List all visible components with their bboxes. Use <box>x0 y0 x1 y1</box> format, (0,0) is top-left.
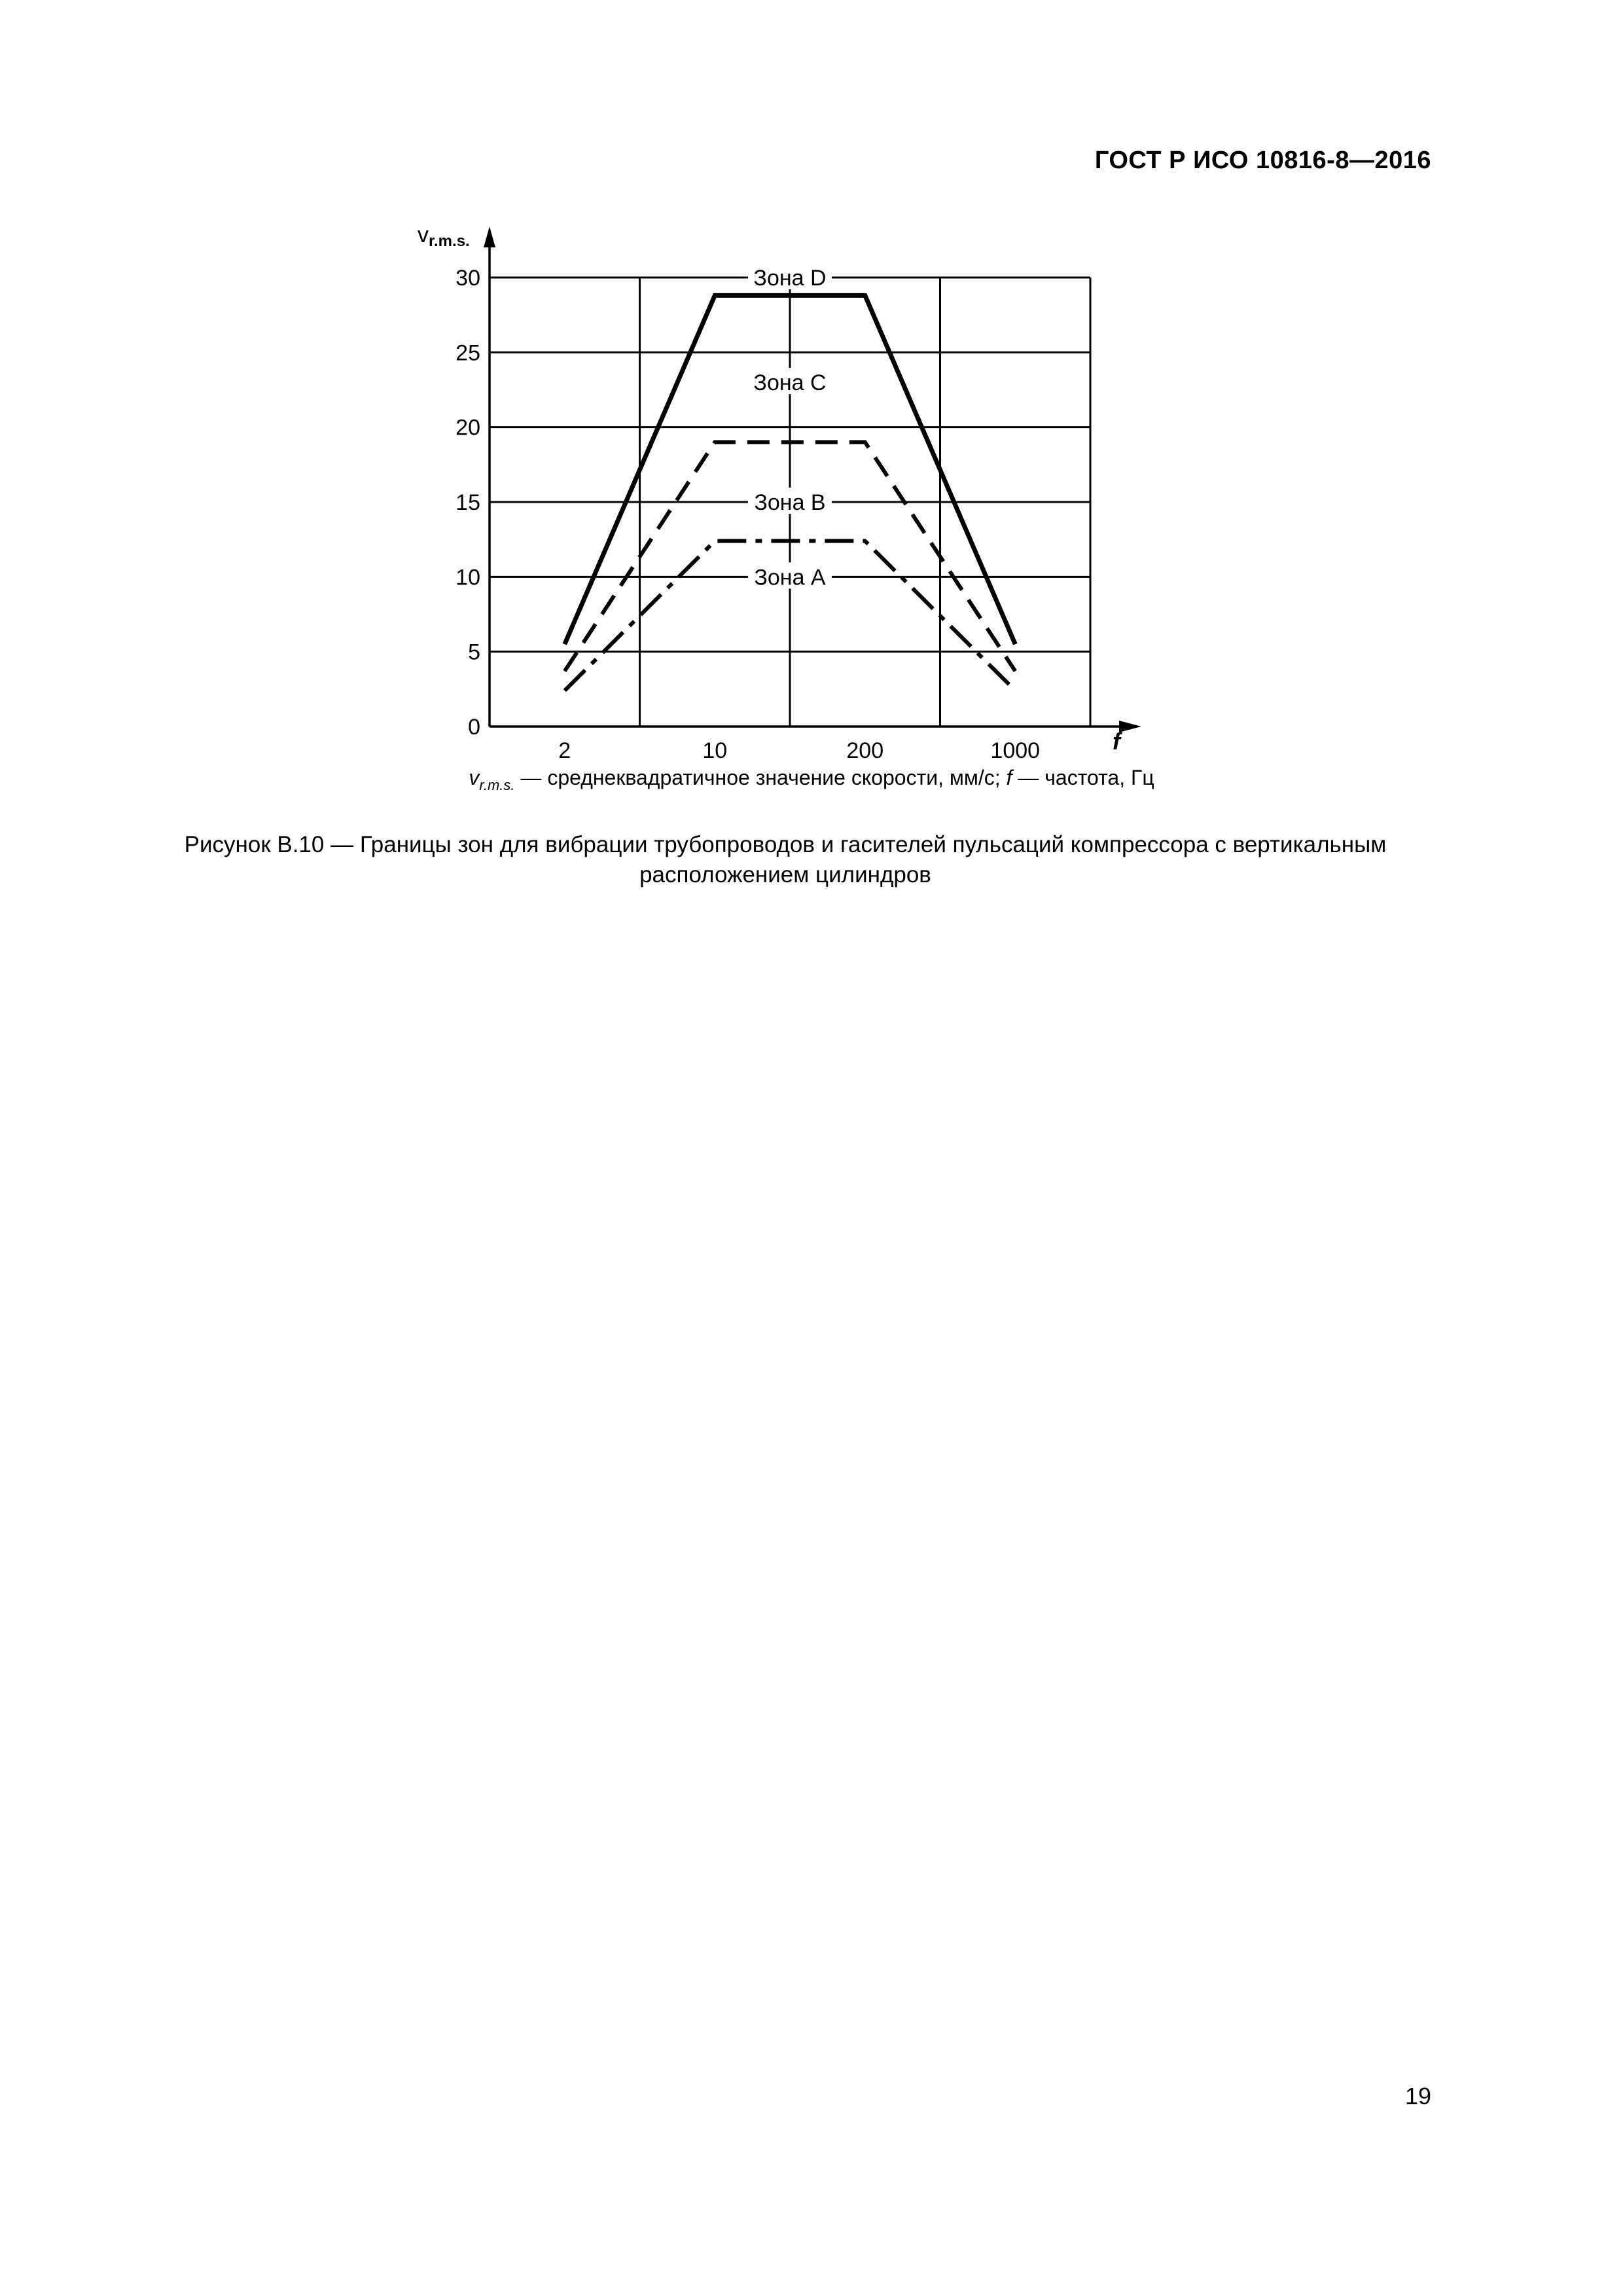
y-tick-label-20: 20 <box>455 415 480 440</box>
x-tick-label-2: 2 <box>558 738 571 763</box>
figure-caption <box>105 830 1466 890</box>
x-tick-label-1000: 1000 <box>990 738 1041 763</box>
y-tick-label-10: 10 <box>455 565 480 590</box>
zone-boundaries-chart <box>393 216 1178 795</box>
chart-axes <box>484 226 1141 732</box>
legend-var: v <box>469 766 480 789</box>
zone-label-2: Зона C <box>753 370 827 396</box>
x-tick-label-200: 200 <box>846 738 884 763</box>
y-tick-label-30: 30 <box>455 266 480 291</box>
y-tick-label-25: 25 <box>455 340 480 366</box>
x-tick-label-10: 10 <box>702 738 728 763</box>
caption-line-2: расположением цилиндров <box>639 862 931 888</box>
chart-svg <box>393 216 1178 792</box>
y-tick-label-5: 5 <box>468 639 480 665</box>
zone-label-3: Зона B <box>754 490 826 515</box>
y-axis-arrow <box>484 226 495 247</box>
caption-line-1: Рисунок В.10 — Границы зон для вибрации трубопроводов и гасителей пульсаций компрессора с вертикальным <box>184 832 1387 857</box>
legend-part2: — частота, Гц <box>1012 766 1154 789</box>
chart-labels <box>455 263 1040 763</box>
y-axis-label: vr.m.s. <box>418 223 470 250</box>
y-tick-label-0: 0 <box>468 715 480 740</box>
y-axis-label-sub: r.m.s. <box>429 232 470 250</box>
y-tick-label-15: 15 <box>455 490 480 515</box>
legend-part1: — среднеквадратичное значение скорости, мм/с; <box>514 766 1007 789</box>
x-axis-label: f <box>1113 728 1120 755</box>
zone-label-1: Зона D <box>753 266 827 291</box>
legend-f: f <box>1006 766 1012 789</box>
x-axis-arrow <box>1119 721 1141 732</box>
page-number: 19 <box>1404 2083 1431 2109</box>
document-code-header: ГОСТ Р ИСО 10816-8—2016 <box>1094 147 1431 174</box>
chart-legend-note <box>0 766 1623 794</box>
legend-var-sub: r.m.s. <box>479 777 515 793</box>
zone-label-4: Зона A <box>754 565 826 590</box>
